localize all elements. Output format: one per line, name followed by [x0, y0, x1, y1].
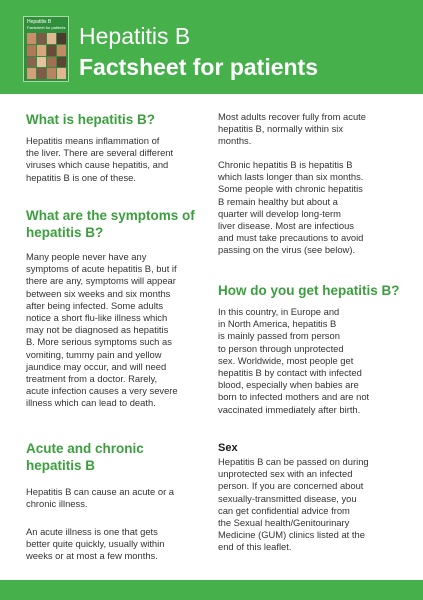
header-banner [0, 0, 423, 94]
paragraph-symptoms [26, 251, 208, 410]
heading-line: What are the symptoms of [26, 208, 195, 223]
paragraph-acute-illness [26, 526, 208, 563]
text-line: the Sexual health/Genitourinary [218, 517, 350, 529]
text-line: jaundice may occur, and will need [26, 360, 167, 372]
text-line: liver disease. Most are infectious [218, 220, 354, 232]
heading-line: Acute and chronic [26, 441, 144, 456]
text-line: An acute illness is one that gets [26, 526, 158, 537]
leaflet-cover-thumbnail [23, 16, 69, 82]
text-line: hepatitis B by contact with infected [218, 367, 362, 379]
text-line: Some people with chronic hepatitis [218, 183, 363, 195]
heading-line: hepatitis B? [26, 225, 104, 240]
text-line: illness which can lead to death. [26, 397, 156, 409]
text-line: vaccinated immediately after birth. [218, 403, 361, 415]
text-line: in North America, hepatitis B [218, 318, 337, 330]
text-line: unprotected sex with an infected [218, 468, 353, 480]
text-line: B remain healthy but about a [218, 195, 338, 207]
text-line: passing on the virus (see below). [218, 244, 356, 256]
text-line: can get confidential advice from [218, 504, 350, 516]
text-line: In this country, in Europe and [218, 306, 340, 317]
text-line: Most adults recover fully from acute [218, 111, 366, 122]
text-line: which lasts longer than six months. [218, 171, 364, 183]
text-line: sexually-transmitted disease, you [218, 492, 357, 504]
text-line: notice a short flu-like illness which [26, 312, 168, 324]
text-line: between six weeks and six months [26, 287, 171, 299]
text-line: Hepatitis B can be passed on during [218, 456, 369, 467]
text-line: acute infection causes a very severe [26, 385, 178, 397]
text-line: is mainly passed from person [218, 330, 340, 342]
text-line: vomiting, tummy pain and yellow [26, 348, 162, 360]
text-line: B. More serious symptoms such as [26, 336, 172, 348]
heading-how-do-you-get: How do you get hepatitis B? [218, 283, 400, 298]
paragraph-what-is-hepatitis-b [26, 135, 208, 184]
text-line: blood, especially when babies are [218, 379, 359, 391]
text-line: end of this leaflet. [218, 541, 292, 553]
page-title: Hepatitis B [79, 23, 191, 49]
footer-band [0, 580, 423, 600]
text-line: Many people never have any [26, 251, 147, 262]
cover-thumbnail-subtitle: Factsheet for patients [27, 25, 66, 30]
text-line: months. [218, 135, 252, 147]
text-line: sex. Worldwide, most people get [218, 354, 354, 366]
text-line: after being infected. Some adults [26, 299, 164, 311]
text-line: the liver. There are several different [26, 147, 174, 159]
text-line: quarter will develop long-term [218, 207, 341, 219]
text-line: viruses which cause hepatitis, and [26, 159, 169, 171]
paragraph-sex [218, 456, 400, 554]
cover-thumbnail-title: Hepatitis B [27, 19, 52, 25]
text-line: there are any, symptoms will appear [26, 275, 176, 287]
text-line: and must take precautions to avoid [218, 232, 364, 244]
paragraph-transmission [218, 306, 400, 416]
heading-line: hepatitis B [26, 458, 96, 473]
heading-what-is-hepatitis-b: What is hepatitis B? [26, 112, 156, 127]
page-subtitle: Factsheet for patients [79, 54, 318, 80]
text-line: symptoms of acute hepatitis B, but if [26, 263, 177, 275]
text-line: born to infected mothers and are not [218, 391, 370, 403]
text-line: Hepatitis means inflammation of [26, 135, 160, 146]
text-line: chronic illness. [26, 498, 88, 510]
text-line: to person through unprotected [218, 342, 344, 354]
text-line: hepatitis B is one of these. [26, 171, 136, 183]
paragraph-acute-or-chronic [26, 486, 208, 510]
text-line: treatment from a doctor. Rarely, [26, 373, 158, 385]
heading-acute-and-chronic [26, 440, 144, 474]
text-line: Medicine (GUM) clinics listed at the [218, 529, 365, 541]
text-line: Hepatitis B can cause an acute or a [26, 486, 175, 497]
heading-symptoms [26, 207, 195, 241]
text-line: hepatitis B, normally within six [218, 123, 344, 135]
paragraph-recovery [218, 111, 400, 148]
cover-photo-collage [27, 33, 66, 79]
subheading-sex: Sex [218, 442, 238, 454]
text-line: weeks or at most a few months. [26, 550, 158, 562]
paragraph-chronic-hepatitis [218, 159, 400, 257]
text-line: better quite quickly, usually within [26, 538, 165, 550]
text-line: may not be diagnosed as hepatitis [26, 324, 169, 336]
text-line: Chronic hepatitis B is hepatitis B [218, 159, 353, 170]
text-line: person. If you are concerned about [218, 480, 364, 492]
